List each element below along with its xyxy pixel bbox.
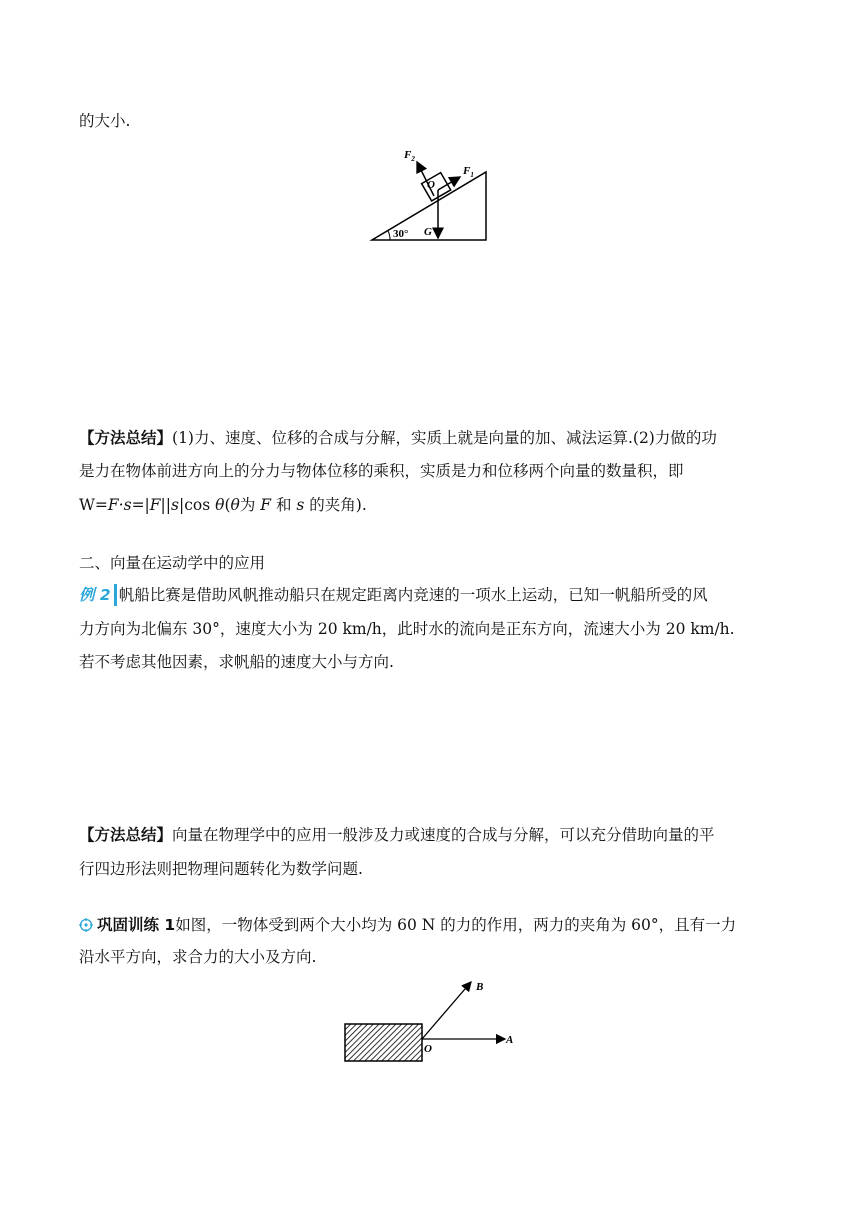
practice1-line1: 巩固训练 1如图，一物体受到两个大小均为 60 N 的力的作用，两力的夹角为 60°，且有一力 <box>79 914 736 936</box>
summary2-line2: 行四边形法则把物理问题转化为数学问题. <box>79 860 363 878</box>
practice-label: 巩固训练 1 <box>97 916 176 934</box>
practice1-line2: 沿水平方向，求合力的大小及方向. <box>79 948 317 966</box>
summary1-tag: 【方法总结】 <box>79 429 173 447</box>
force-b-arrow <box>422 982 471 1039</box>
label-o: O <box>424 1043 432 1055</box>
example2-line1: 例 2 帆船比赛是借助风帆推动船只在规定距离内竞速的一项水上运动，已知一帆船所受的风 <box>79 586 708 604</box>
summary2-line1: 【方法总结】向量在物理学中的应用一般涉及力或速度的合成与分解，可以充分借助向量的平 <box>79 826 715 844</box>
label-b: B <box>476 981 484 993</box>
block <box>422 173 451 201</box>
block-force-diagram <box>340 972 520 1067</box>
label-o: O <box>427 179 435 191</box>
label-angle: 30° <box>393 228 409 240</box>
summary1-line3: W=F·s=|F||s|cos θ(θ为 F 和 s 的夹角). <box>79 496 367 514</box>
example-badge: 例 2 <box>79 584 117 606</box>
angle-arc <box>388 231 390 240</box>
label-f1: $F_1$ <box>463 165 474 179</box>
continued-text: 的大小. <box>79 112 131 130</box>
example2-line3: 若不考虑其他因素，求帆船的速度大小与方向. <box>79 653 394 671</box>
label-a: A <box>506 1034 514 1046</box>
label-f2: $F_2$ <box>404 149 415 163</box>
summary1-line1: 【方法总结】(1)力、速度、位移的合成与分解，实质上就是向量的加、减法运算.(2)力做的功 <box>79 429 717 447</box>
summary1-line2: 是力在物体前进方向上的分力与物体位移的乘积，实质是力和位移两个向量的数量积，即 <box>79 462 684 480</box>
hatched-block <box>345 1024 422 1061</box>
target-icon <box>79 918 93 932</box>
example2-line2: 力方向为北偏东 30°，速度大小为 20 km/h，此时水的流向是正东方向，流速大小为 20 km/h. <box>79 620 735 638</box>
label-g: G <box>424 226 432 238</box>
incline-force-diagram <box>360 140 500 245</box>
section-heading: 二、向量在运动学中的应用 <box>79 554 266 572</box>
summary2-tag: 【方法总结】 <box>79 826 173 844</box>
